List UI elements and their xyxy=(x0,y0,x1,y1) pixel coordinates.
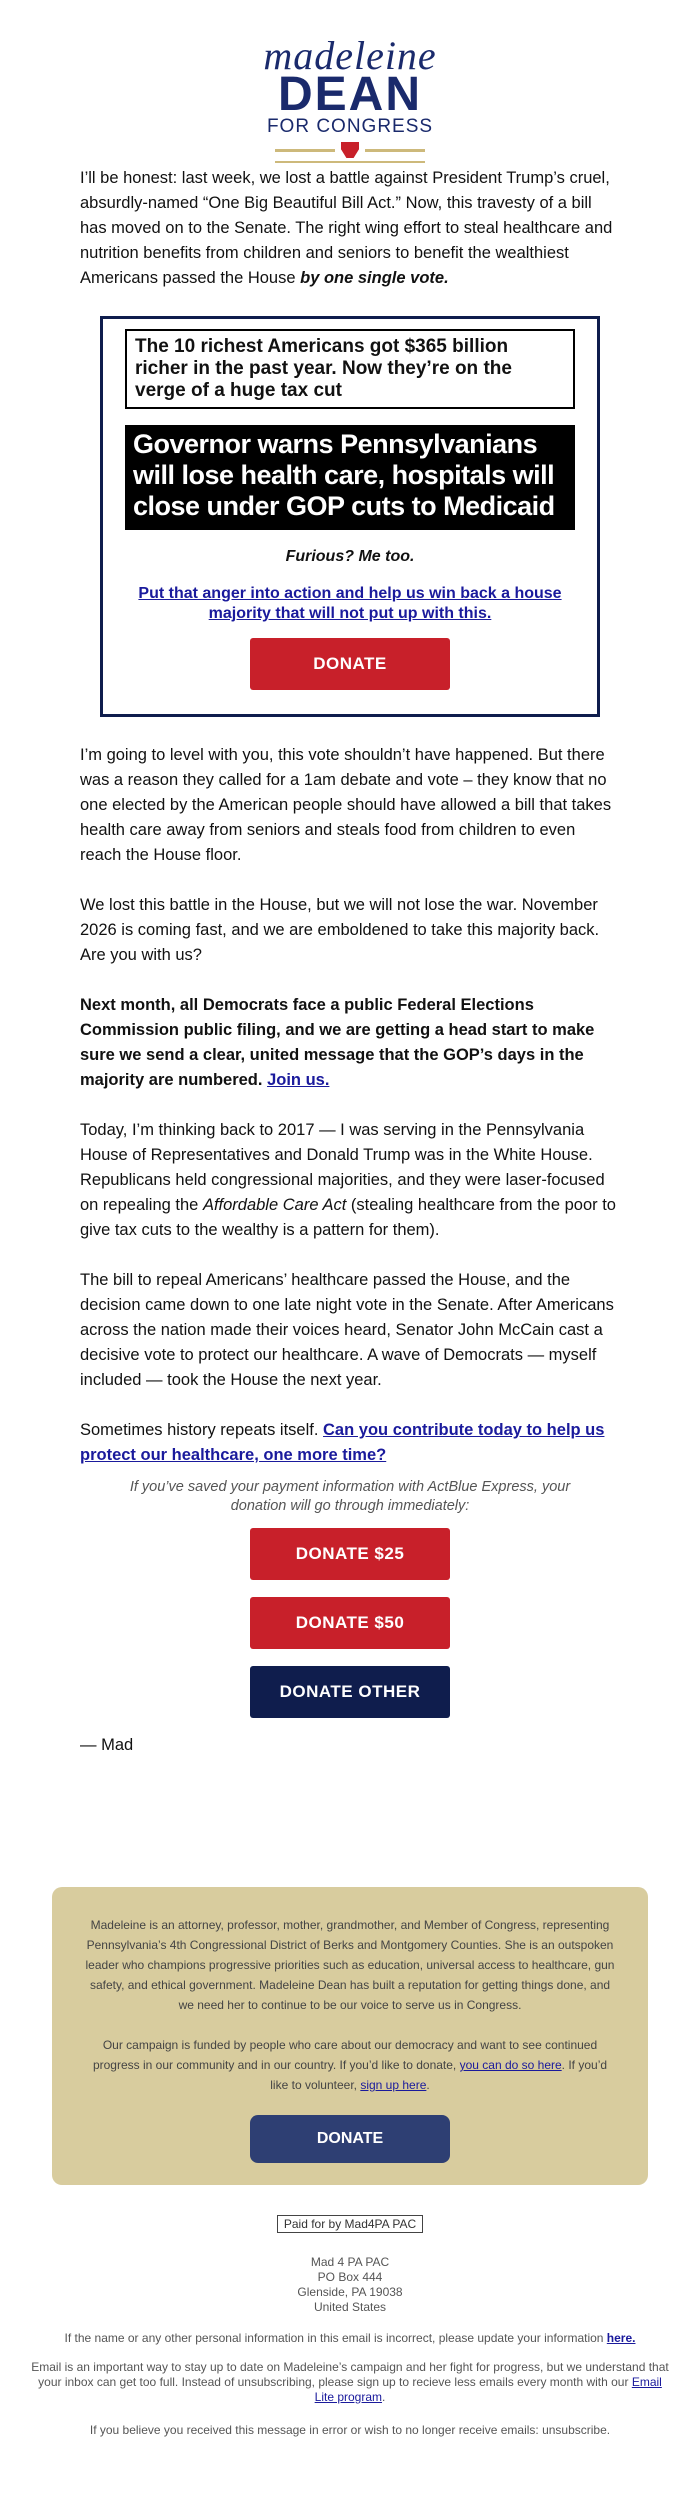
logo-name: DEAN xyxy=(277,68,422,121)
aca-italic: Affordable Care Act xyxy=(202,1196,347,1214)
anger-cta xyxy=(125,584,575,624)
logo-subtitle: FOR CONGRESS xyxy=(266,116,434,137)
furious-text: Furious? Me too. xyxy=(285,548,415,565)
contribute-link[interactable]: Can you contribute today to help us protect our healthcare, one more time? xyxy=(80,1421,605,1464)
mailing-address xyxy=(0,2255,700,2315)
headline-tax-cut: The 10 richest Americans got $365 billion richer in the past year. Now they’re on the verge of a huge tax cut xyxy=(125,329,575,409)
join-us-link[interactable]: Join us. xyxy=(267,1071,330,1089)
volunteer-link[interactable]: sign up here xyxy=(360,2078,427,2092)
email-body xyxy=(80,0,620,1755)
express-note: If you’ve saved your payment information with ActBlue Express, your donation will go through immediately: xyxy=(129,1479,571,1514)
logo-script-text: madeleine xyxy=(263,33,437,78)
headline-callout-box xyxy=(100,316,600,717)
email-lite-end: . xyxy=(382,2390,386,2404)
footer-bio: Madeleine is an attorney, professor, mother, grandmother, and Member of Congress, representing Pennsylvania’s 4th Congressional District of Berks and Montgomery Counties. She is an outspoken leader who champions progressive priorities such as education, universal access to healthcare, gun safety, and ethical government. Madeleine Dean has built a reputation for getting things done, and we need her to continue to be our voice to serve us in Congress. xyxy=(85,1918,615,2012)
box-donate-wrap xyxy=(125,638,575,690)
donate-button-box[interactable]: DONATE xyxy=(250,638,450,690)
funded-text-a: Our campaign is funded by people who care about our democracy and want to see continued progress in our community and in our country. If you’d like to donate, xyxy=(92,2038,598,2072)
unsubscribe-note[interactable]: If you believe you received this message in error or wish to no longer receive emails: unsubscribe. xyxy=(89,2423,611,2437)
campaign-logo xyxy=(80,0,620,166)
logo-bar-right xyxy=(365,149,425,152)
logo-bar-left xyxy=(275,149,335,152)
intro-text: I’ll be honest: last week, we lost a battle against President Trump’s cruel, absurdly-named “One Big Beautiful Bill Act.” Now, this travesty of a bill has moved on to the Senate. The right wing effort to steal healthcare and nutrition benefits from children and seniors to benefit the wealthiest Americans passed the House xyxy=(80,169,613,287)
paragraph-mccain: The bill to repeal Americans’ healthcare passed the House, and the decision came down to one late night vote in the Senate. After Americans across the nation made their voices heard, Senator John McCain cast a decisive vote to protect our healthcare. A wave of Democrats — myself included — took the House the next year. xyxy=(80,1271,614,1389)
signoff: — Mad xyxy=(80,1736,134,1754)
email-lite-text: Email is an important way to stay up to date on Madeleine’s campaign and her fight for progress, but we understand that your inbox can get too full. Instead of unsubscribing, please sign up to recieve less emails every month with our xyxy=(31,2360,669,2389)
donate-buttons xyxy=(80,1528,620,1718)
info-update-text: If the name or any other personal information in this email is incorrect, please update your information xyxy=(64,2331,607,2345)
paid-for-disclaimer: Paid for by Mad4PA PAC xyxy=(277,2215,423,2233)
paragraph-fec xyxy=(80,993,620,1093)
footer-funded xyxy=(84,2035,616,2095)
funded-text-c: . xyxy=(426,2078,430,2092)
intro-emphasis: by one single vote. xyxy=(300,269,449,287)
address-line4: United States xyxy=(313,2300,387,2314)
donate-here-link[interactable]: you can do so here xyxy=(459,2058,562,2072)
logo-rule-lower xyxy=(275,161,425,163)
info-update-note xyxy=(30,2331,670,2346)
update-info-link[interactable]: here. xyxy=(606,2331,636,2345)
address-line2: PO Box 444 xyxy=(317,2270,383,2284)
anger-link[interactable]: Put that anger into action and help us win back a house majority that will not put up with this. xyxy=(138,585,562,622)
fec-text: Next month, all Democrats face a public Federal Elections Commission public filing, and we are getting a head start to make sure we send a clear, united message that the GOP’s days in the majority are numbered. xyxy=(80,996,595,1089)
history-text: Sometimes history repeats itself. xyxy=(80,1421,324,1439)
donate-50-button[interactable]: DONATE $50 xyxy=(250,1597,450,1649)
paragraph-war: We lost this battle in the House, but we will not lose the war. November 2026 is coming fast, and we are emboldened to take this majority back. Are you with us? xyxy=(80,896,600,964)
paragraph-2017 xyxy=(80,1118,620,1243)
address-line1: Mad 4 PA PAC xyxy=(310,2255,390,2269)
donate-other-button[interactable]: DONATE OTHER xyxy=(250,1666,450,1718)
funded-text-b: . If you’d like to volunteer, xyxy=(270,2058,608,2092)
keystone-icon xyxy=(341,142,359,158)
paragraph-intro xyxy=(80,166,620,291)
text-2017-a: Today, I’m thinking back to 2017 — I was serving in the Pennsylvania House of Representatives and Donald Trump was in the White House. Republicans held congressional majorities, and they were laser-focused on repealing the xyxy=(80,1121,605,1214)
text-2017-b: (stealing healthcare from the poor to give tax cuts to the wealthy is a pattern for them). xyxy=(80,1196,616,1239)
headline-medicaid: Governor warns Pennsylvanians will lose health care, hospitals will close under GOP cuts to Medicaid xyxy=(125,425,575,530)
logo-rule xyxy=(80,142,620,158)
footer-bio-box xyxy=(52,1887,648,2185)
paragraph-history xyxy=(80,1418,620,1468)
paid-for-wrap xyxy=(0,2215,700,2233)
footer-donate-button[interactable]: DONATE xyxy=(250,2115,450,2163)
donate-25-button[interactable]: DONATE $25 xyxy=(250,1528,450,1580)
email-lite-note xyxy=(30,2360,670,2405)
email-lite-link[interactable]: Email Lite program xyxy=(314,2375,662,2404)
paragraph-level: I’m going to level with you, this vote shouldn’t have happened. But there was a reason they called for a 1am debate and vote – they know that no one elected by the American people should have allowed a bill that takes health care away from seniors and steals food from children to even reach the House floor. xyxy=(80,746,612,864)
address-line3: Glenside, PA 19038 xyxy=(297,2285,403,2299)
